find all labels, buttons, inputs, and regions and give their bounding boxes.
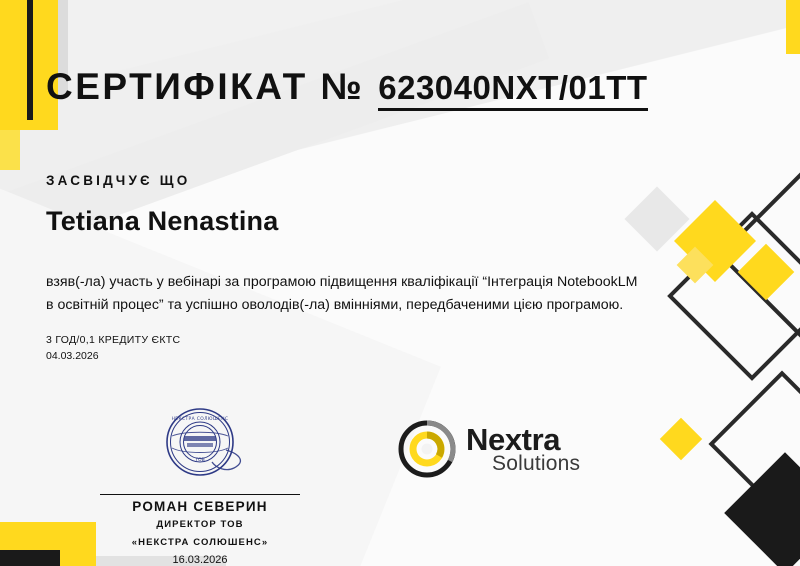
logo-line-2: Solutions	[492, 452, 581, 475]
signature-date: 16.03.2026	[172, 553, 228, 566]
attests-label: ЗАСВІДЧУЄ ЩО	[46, 173, 191, 188]
nextra-solutions-logo	[398, 420, 580, 478]
stamp-inner-text: ТОВ	[195, 458, 205, 463]
decorative-corner-block-dark	[0, 550, 60, 566]
certificate-title-row	[46, 66, 754, 111]
signature-block	[100, 398, 300, 566]
decorative-edge-yellow	[786, 0, 800, 54]
signatory-role-line-2: «НЕКСТРА СОЛЮШЕНС»	[131, 537, 269, 549]
page-title: СЕРТИФІКАТ №	[46, 66, 365, 107]
logo-wordmark	[466, 424, 580, 474]
certificate-body-text: взяв(-ла) участь у вебінарі за програмою підвищення кваліфікації “Інтеграція NotebookLM в освітній процес” та успішно оволодів(-ла) вмінніями, передбаченими цією програмою.	[46, 274, 638, 313]
certificate-number: 623040NXT/01TT	[378, 69, 647, 111]
signatory-name: РОМАН СЕВЕРИН	[100, 494, 300, 514]
program-date: 04.03.2026	[46, 349, 99, 362]
recipient-name: Tetiana Nenastina	[46, 206, 279, 236]
official-stamp	[154, 398, 246, 490]
certificate-content	[0, 66, 800, 365]
certificate-meta	[46, 333, 754, 365]
logo-line-1: Nextra	[466, 422, 561, 457]
decorative-diamond-yellow	[660, 418, 702, 460]
credits-line: 3 ГОД/0,1 КРЕДИТУ ЄКТС	[46, 334, 181, 346]
ring-logo-icon	[398, 420, 456, 478]
signatory-role-line-1: ДИРЕКТОР ТОВ	[156, 519, 244, 530]
stamp-outer-text: НЕКСТРА СОЛЮШЕНС	[171, 417, 229, 422]
